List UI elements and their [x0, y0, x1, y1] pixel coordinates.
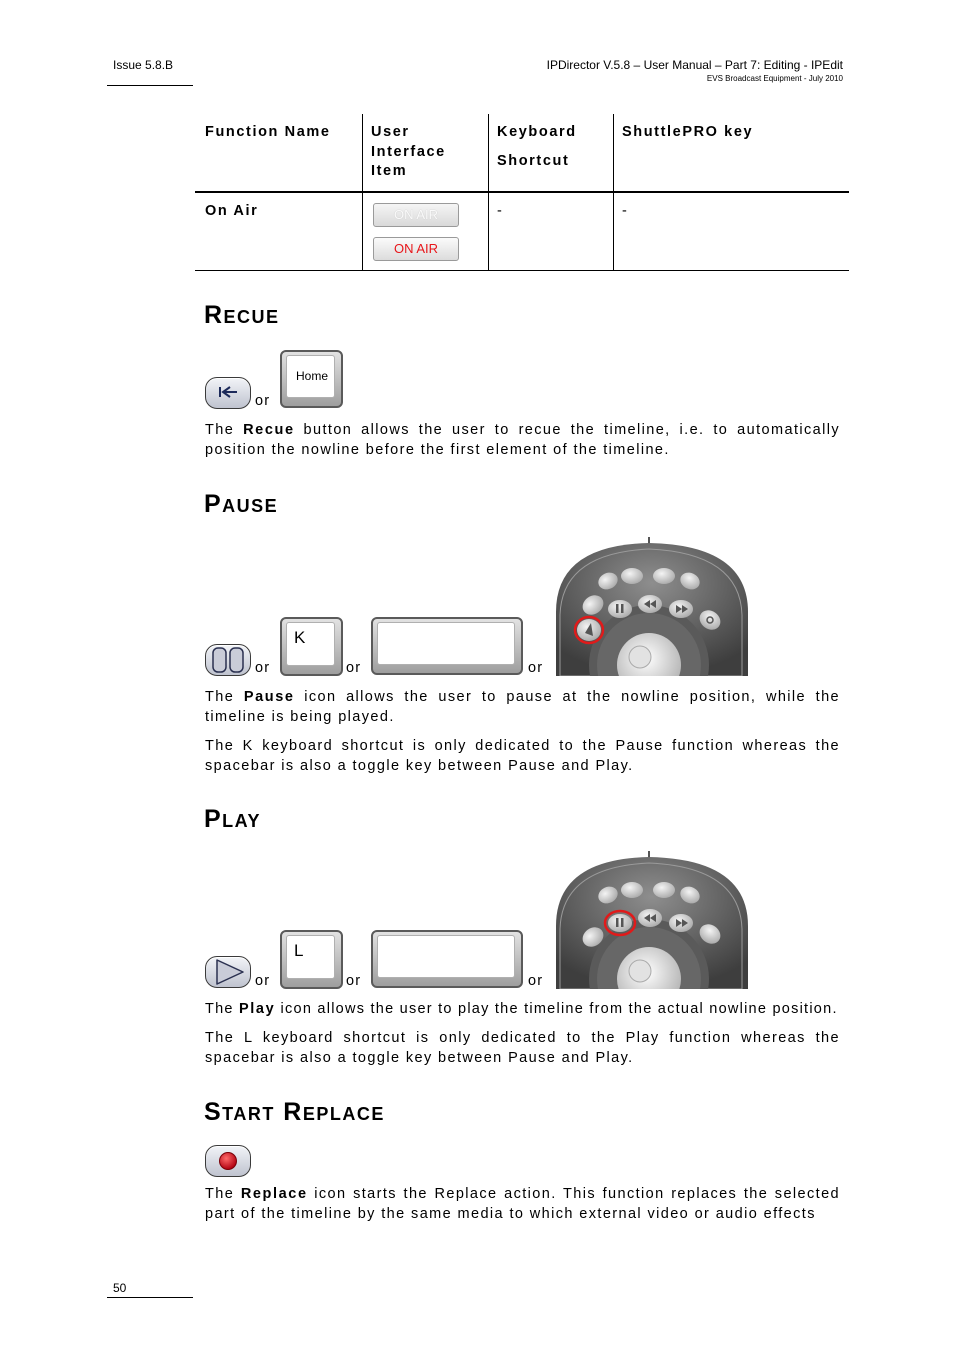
heading-start-replace: Start Replace [204, 1098, 385, 1126]
or-text: or [528, 660, 544, 676]
th-keyboard-shortcut [497, 123, 577, 172]
recue-button[interactable] [205, 377, 251, 409]
start-replace-paragraph: The Replace icon starts the Replace action. This function replaces the selected part of the timeline by the same media to which external video or audio effects [205, 1186, 841, 1222]
th-shuttlepro-key: ShuttlePRO key [622, 124, 754, 140]
recue-paragraph: The Recue button allows the user to recue the timeline, i.e. to automatically position the nowline before the first element of the timeline. [205, 422, 840, 458]
shuttlepro-pause-image [552, 537, 752, 676]
document-title: IPDirector V.5.8 – User Manual – Part 7: Editing - IPEdit [546, 58, 843, 72]
k-key-label: K [294, 628, 306, 647]
footer-rule [107, 1297, 193, 1298]
or-text: or [255, 660, 271, 676]
or-text: or [255, 393, 271, 409]
shuttlepro-play-image [552, 851, 752, 989]
home-key [280, 350, 343, 408]
play-button[interactable] [205, 956, 251, 988]
table-header-rule [195, 191, 849, 193]
document-subtitle: EVS Broadcast Equipment - July 2010 [706, 74, 843, 83]
cell-function-on-air: On Air [205, 203, 259, 219]
function-table [195, 114, 849, 271]
l-key-label: L [294, 941, 304, 960]
heading-pause: Pause [204, 490, 279, 518]
pause-paragraph-1: The Pause icon allows the user to pause at the nowline position, while the timeline is being played. [205, 689, 841, 725]
cell-keyboard-shortcut: - [497, 203, 504, 219]
th-ui-line: Item [371, 163, 408, 179]
pause-paragraph-2: The K keyboard shortcut is only dedicated to the Pause function whereas the spacebar is also a toggle key between Pause and Play. [205, 738, 840, 774]
play-icon [206, 957, 250, 987]
or-text: or [346, 973, 362, 989]
th-kb-line: Shortcut [497, 153, 570, 169]
pause-icon [206, 645, 250, 675]
header-rule [107, 85, 193, 86]
heading-recue: Recue [204, 301, 280, 329]
play-paragraph-2: The L keyboard shortcut is only dedicated to the Play function whereas the spacebar is also a toggle key between Pause and Play. [205, 1030, 840, 1066]
or-text: or [346, 660, 362, 676]
or-text: or [528, 973, 544, 989]
home-key-label: Home [296, 369, 329, 383]
th-kb-line: Keyboard [497, 124, 577, 140]
th-ui-line: Interface [371, 143, 446, 160]
heading-play: Play [204, 805, 262, 833]
th-ui-line: User [371, 124, 410, 140]
table-bottom-rule [195, 270, 849, 271]
recue-icon [206, 378, 250, 408]
start-replace-button[interactable] [205, 1145, 251, 1177]
record-icon [206, 1146, 250, 1176]
page-number: 50 [113, 1281, 127, 1295]
k-key [280, 617, 343, 676]
issue-label: Issue 5.8.B [113, 58, 174, 72]
cell-shuttlepro-key: - [622, 203, 629, 219]
th-user-interface-item [371, 123, 446, 182]
on-air-button-off[interactable]: ON AIR [373, 203, 459, 227]
on-air-button-on[interactable]: ON AIR [373, 237, 459, 261]
th-function-name: Function Name [205, 124, 331, 140]
play-paragraph-1: The Play icon allows the user to play the timeline from the actual nowline position. [205, 1001, 838, 1017]
l-key [280, 930, 343, 989]
or-text: or [255, 973, 271, 989]
spacebar-key [371, 617, 523, 675]
pause-button[interactable] [205, 644, 251, 676]
spacebar-key [371, 930, 523, 988]
